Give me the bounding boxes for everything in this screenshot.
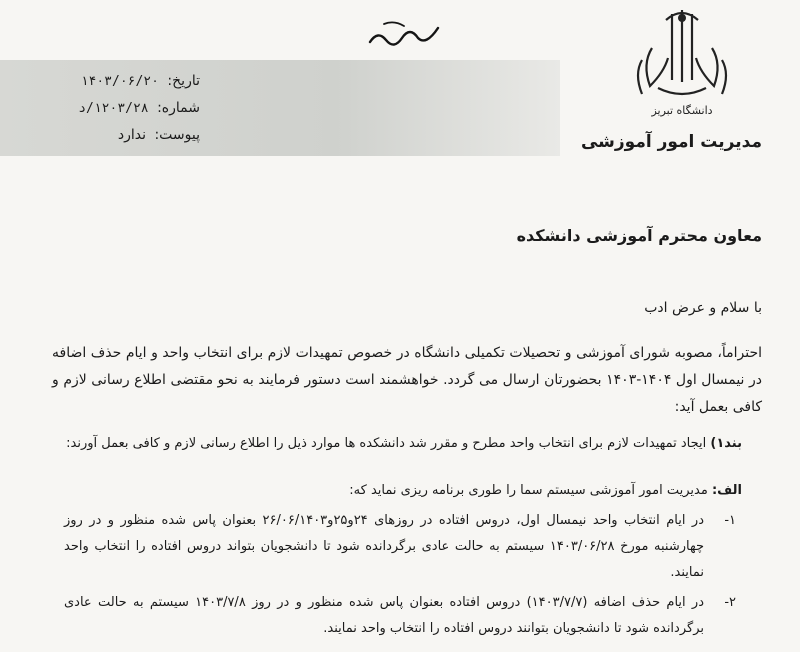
item-text: در ایام حذف اضافه (۱۴۰۳/۷/۷) دروس افتاده بعنوان پاس شده منظور و در روز ۱۴۰۳/۷/۸ سیستم به حالت عادی برگردانده شود تا دانشجویان بتوانند دروس افتاده را انتخاب واحد نمایند. [64,595,704,636]
list-item [64,508,736,586]
item-number: ۲- [724,595,736,610]
addressee: معاون محترم آموزشی دانشکده [516,226,762,245]
date-value: ۱۴۰۳/۰۶/۲۰ [80,74,159,89]
attachment-row [70,122,200,148]
alef-label: الف: [711,483,742,498]
attachment-label: پیوست: [154,127,200,143]
number-label: شماره: [157,100,200,116]
basmala-handwritten [364,16,444,52]
attachment-value: ندارد [117,127,146,143]
clause-1 [42,436,742,451]
university-seal-icon [612,2,754,120]
date-row [70,68,200,95]
seal-caption: دانشگاه تبریز [651,104,713,117]
unit-title: مدیریت امور آموزشی [580,132,762,152]
date-label: تاریخ: [167,73,200,89]
alef-text: مدیریت امور آموزشی سیستم سما را طوری برنامه ریزی نماید که: [349,483,708,498]
letter-meta [70,68,200,148]
clause-text: ایجاد تمهیدات لازم برای انتخاب واحد مطرح و مقرر شد دانشکده ها موارد ذیل را اطلاع رسانی لازم و کافی بعمل آورند: [66,436,707,451]
list-item [64,590,736,642]
clause-label: بند۱) [710,436,742,451]
number-value: ۱۲۰۳/۲۸/د [78,101,149,116]
greeting: با سلام و عرض ادب [644,300,762,316]
item-number: ۱- [724,513,736,528]
item-text: در ایام انتخاب واحد نیمسال اول، دروس افتاده در روزهای ۲۴و۲۵و۲۶/۰۶/۱۴۰۳ بعنوان پاس شده منظور و در روز چهارشنبه مورخ ۱۴۰۳/۰۶/۲۸ سیستم به حالت عادی برگردانده شود تا دانشجویان بتواند دروس افتاده را انتخاب واحد نمایند. [64,513,704,580]
section-alef [349,483,742,498]
intro-paragraph: احتراماً، مصوبه شورای آموزشی و تحصیلات تکمیلی دانشگاه در خصوص تمهیدات لازم برای انتخاب واحد و ایام حذف اضافه در نیمسال اول ۱۴۰۴-۱۴۰۳ بحضورتان ارسال می گردد. خواهشمند است دستور فرمایند به نحو مقتضی اطلاع رسانی لازم و کافی بعمل آید: [52,345,762,415]
number-row [70,95,200,122]
